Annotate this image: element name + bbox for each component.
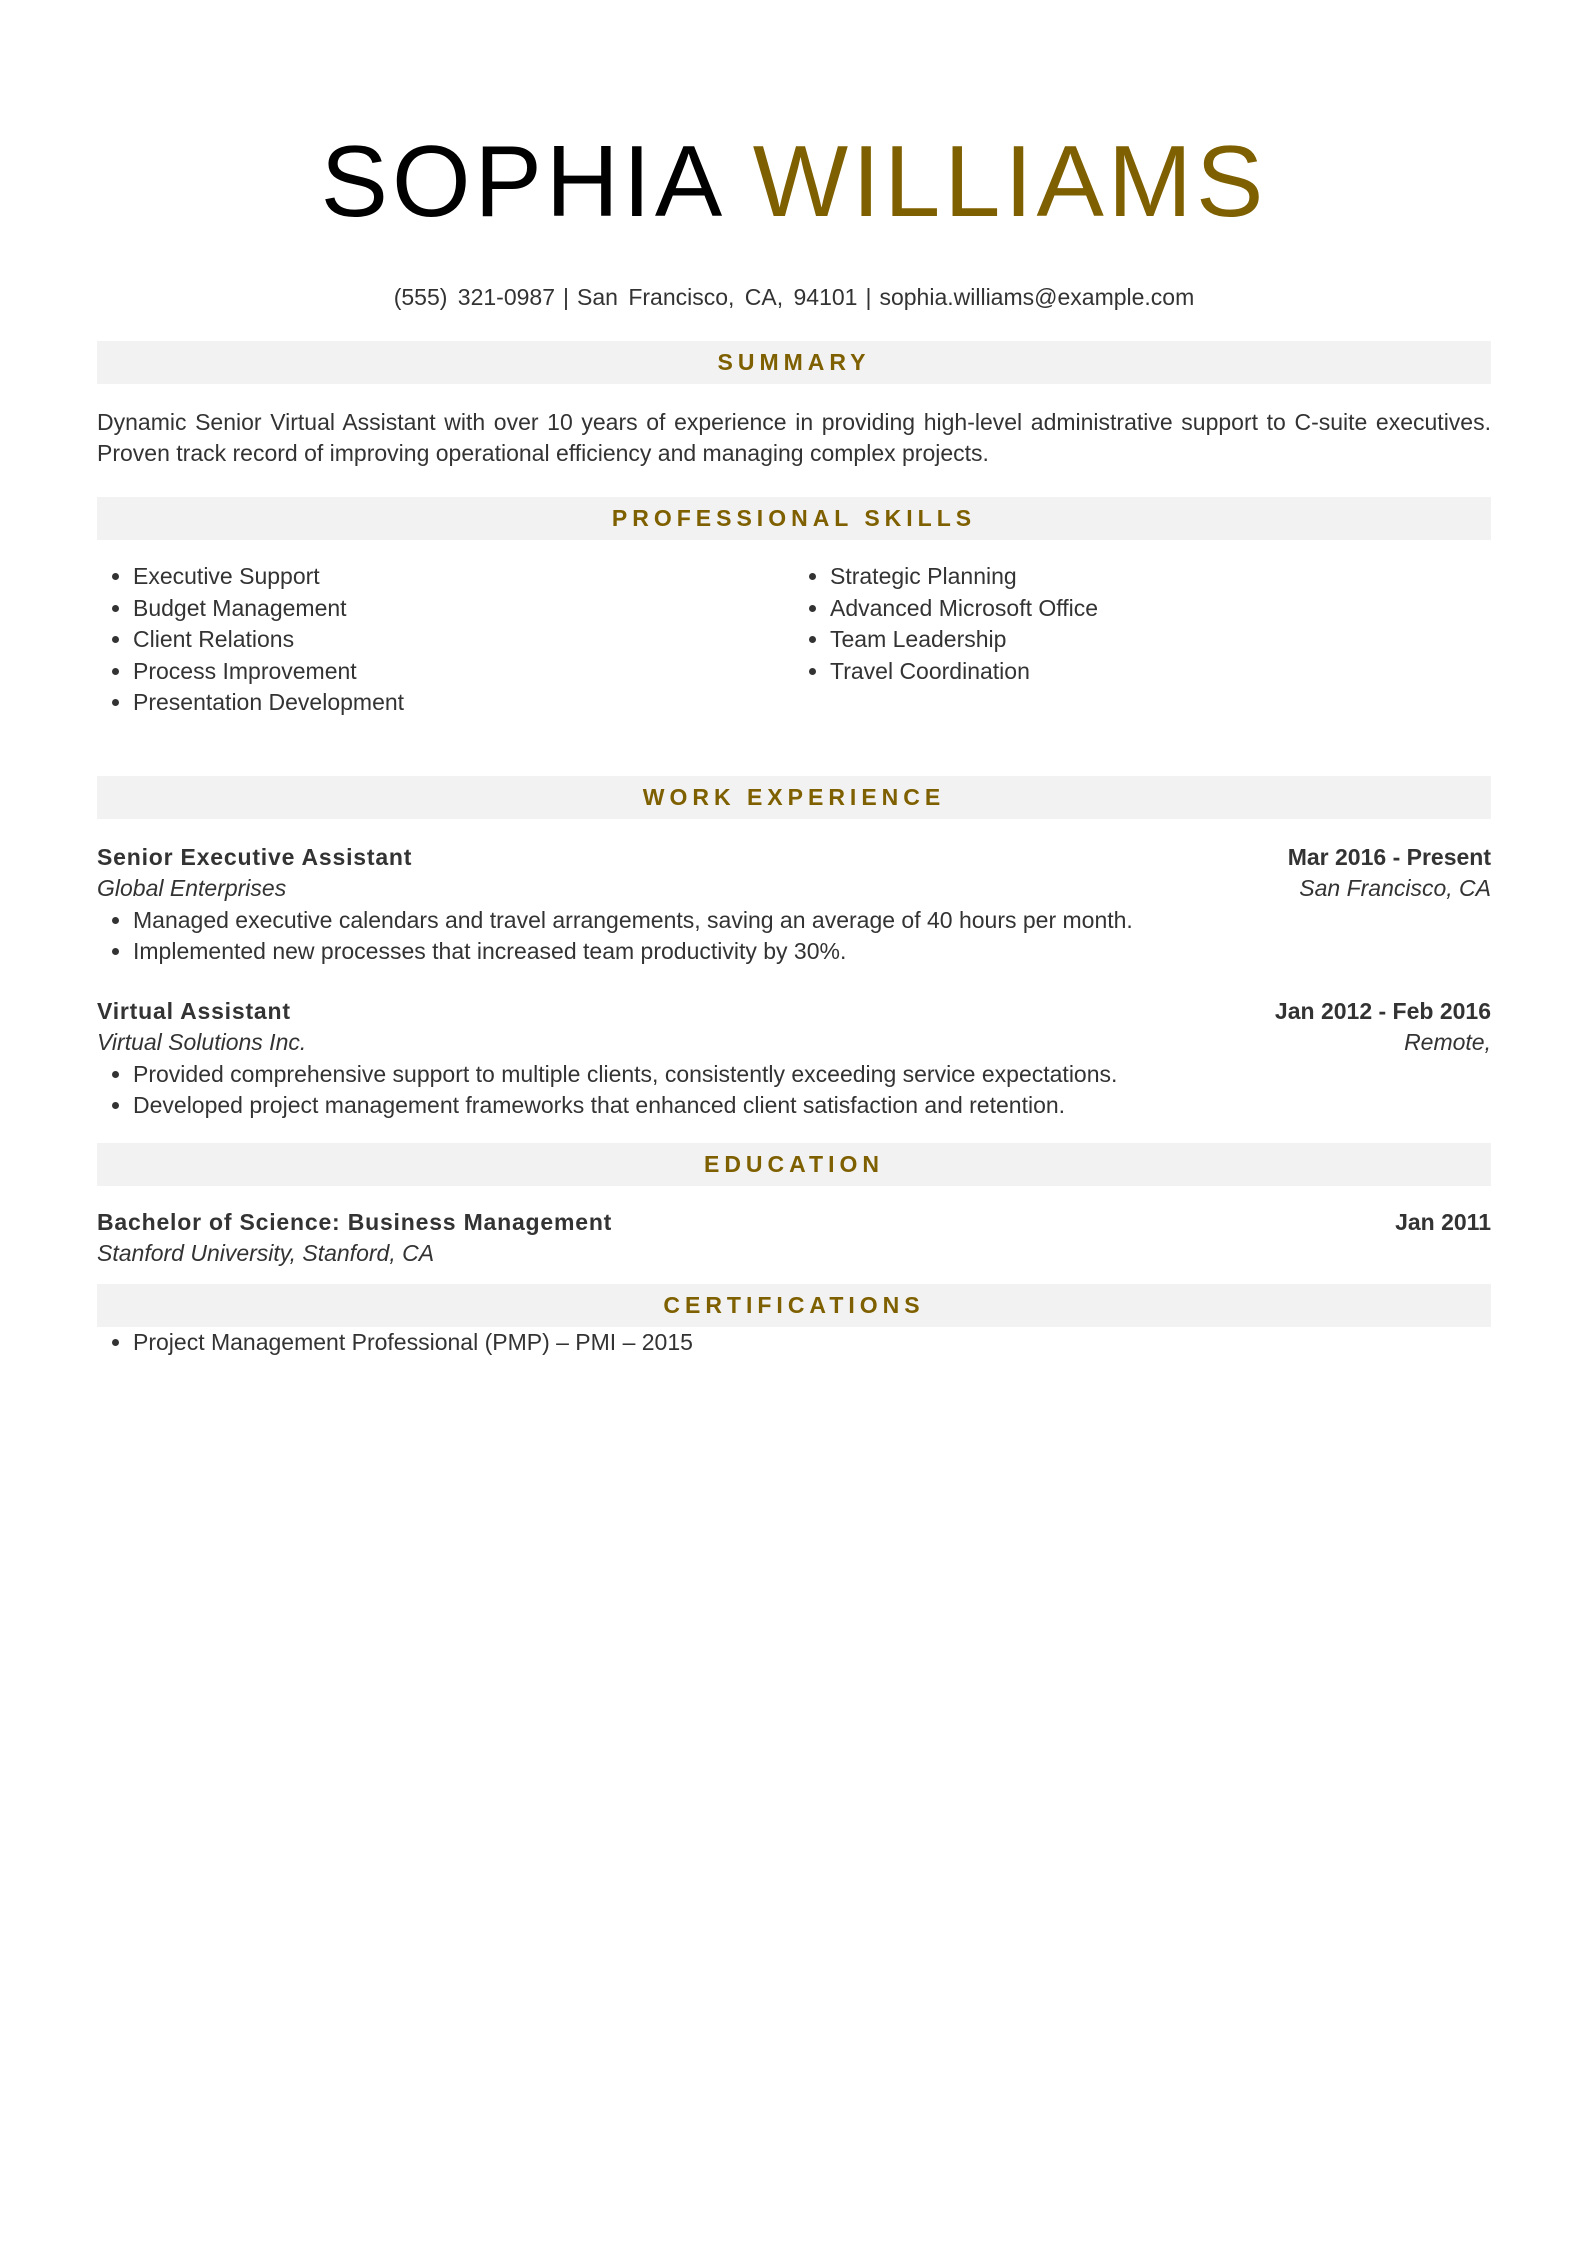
job-entry (97, 996, 1491, 1122)
skill-item: • Strategic Planning (830, 561, 1491, 593)
skill-item: • Process Improvement (133, 656, 794, 688)
contact-separator: | (865, 284, 872, 310)
candidate-name (97, 0, 1491, 240)
job-header (97, 996, 1491, 1028)
job-dates: Jan 2012 - Feb 2016 (1274, 997, 1491, 1024)
school: Stanford University, Stanford, CA (97, 1240, 435, 1266)
location: San Francisco, CA, 94101 (577, 284, 858, 310)
work-experience-heading: WORK EXPERIENCE (97, 776, 1491, 819)
job-entry (97, 842, 1491, 968)
summary-heading: SUMMARY (97, 341, 1491, 384)
summary-text: Dynamic Senior Virtual Assistant with over 10 years of experience in providing high-level administrative support to C-suite executives. Proven track record of improving operational efficiency and managing complex projects. (97, 409, 1491, 466)
job-subheader (97, 1027, 1491, 1059)
skill-item: • Team Leadership (830, 624, 1491, 656)
job-location: San Francisco, CA (1299, 875, 1491, 901)
certification-item: • Project Management Professional (PMP) – PMI – 2015 (133, 1327, 1491, 1359)
last-name: WILLIAMS (752, 126, 1268, 238)
graduation-date: Jan 2011 (1395, 1208, 1491, 1235)
job-bullet: • Implemented new processes that increased team productivity by 30%. (133, 936, 1491, 968)
contact-separator: | (563, 284, 569, 310)
job-dates: Mar 2016 - Present (1287, 843, 1491, 870)
skills-heading: PROFESSIONAL SKILLS (97, 497, 1491, 540)
skill-item: • Presentation Development (133, 687, 794, 719)
first-name: SOPHIA (320, 126, 721, 238)
education-subheader (97, 1238, 1491, 1270)
job-location: Remote, (1404, 1029, 1491, 1055)
skill-item: • Budget Management (133, 593, 794, 625)
skill-item: • Travel Coordination (830, 656, 1491, 688)
job-bullet: • Provided comprehensive support to multiple clients, consistently exceeding service expectations. (133, 1059, 1491, 1091)
education-header (97, 1207, 1491, 1239)
job-bullets (97, 905, 1491, 968)
contact-line (97, 282, 1491, 312)
degree: Bachelor of Science: Business Management (97, 1208, 613, 1235)
company-name: Global Enterprises (97, 875, 287, 901)
job-title: Senior Executive Assistant (97, 843, 413, 870)
certifications-heading: CERTIFICATIONS (97, 1284, 1491, 1327)
skills-right-column (794, 561, 1491, 719)
job-subheader (97, 873, 1491, 905)
education-heading: EDUCATION (97, 1143, 1491, 1186)
job-title: Virtual Assistant (97, 997, 291, 1024)
certification-list (97, 1327, 1491, 1359)
job-header (97, 842, 1491, 874)
company-name: Virtual Solutions Inc. (97, 1029, 307, 1055)
job-bullet: • Developed project management frameworks that enhanced client satisfaction and retention. (133, 1090, 1491, 1122)
education-entry (97, 1207, 1491, 1270)
skill-item: • Executive Support (133, 561, 794, 593)
job-bullets (97, 1059, 1491, 1122)
skill-item: • Client Relations (133, 624, 794, 656)
skills-columns (97, 561, 1491, 719)
skills-left-column (97, 561, 794, 719)
email: sophia.williams@example.com (879, 284, 1195, 310)
job-bullet: • Managed executive calendars and travel arrangements, saving an average of 40 hours per month. (133, 905, 1491, 937)
phone-number: (555) 321-0987 (393, 284, 556, 310)
skill-item: • Advanced Microsoft Office (830, 593, 1491, 625)
